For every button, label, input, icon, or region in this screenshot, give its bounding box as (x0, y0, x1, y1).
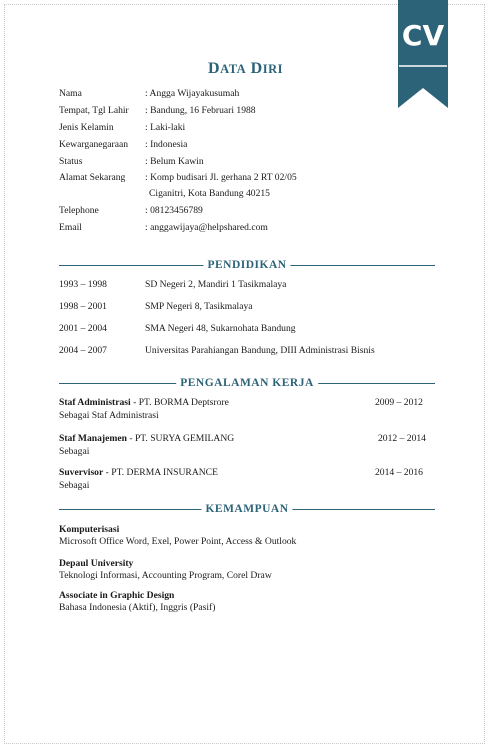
cv-badge-label: CV (401, 19, 445, 52)
section-header-experience: PENGALAMAN KERJA (59, 376, 435, 390)
skill-item: Associate in Graphic Design Bahasa Indonesia (Aktif), Inggris (Pasif) (59, 590, 216, 613)
job-company: - PT. DERMA INSURANCE (103, 467, 218, 478)
job-description: Sebagai Staf Administrasi (59, 409, 159, 421)
experience-item (59, 467, 429, 492)
job-position: Staf Administrasi (59, 397, 131, 408)
job-company: - PT. SURYA GEMILANG (126, 433, 235, 444)
experience-item (59, 433, 429, 458)
job-description: Sebagai (59, 445, 90, 457)
skill-item: Komputerisasi Microsoft Office Word, Exel, Power Point, Access & Outlook (59, 524, 297, 547)
job-years: 2012 – 2014 (378, 433, 426, 444)
job-company: - PT. BORMA Deptsrore (130, 397, 229, 408)
job-description: Sebagai (59, 479, 90, 491)
section-header-skills: KEMAMPUAN (59, 502, 435, 516)
skill-item: Depaul University Teknologi Informasi, Accounting Program, Corel Draw (59, 558, 272, 581)
job-position: Staf Manajemen (59, 433, 127, 444)
section-header-education: PENDIDIKAN (59, 258, 435, 272)
job-years: 2009 – 2012 (375, 397, 423, 408)
page-title: DATA DIRI (208, 60, 283, 77)
job-position: Suvervisor (59, 467, 104, 478)
job-years: 2014 – 2016 (375, 467, 423, 478)
experience-item (59, 397, 429, 422)
cv-badge (398, 0, 448, 108)
